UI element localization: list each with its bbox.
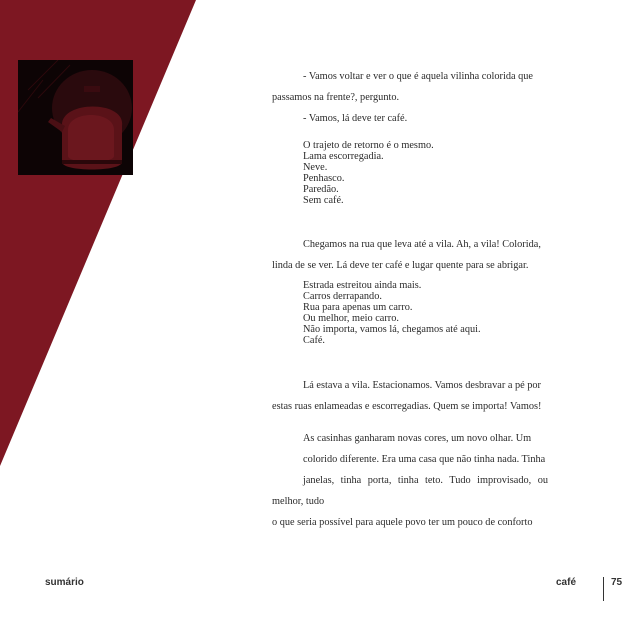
table-of-contents-link[interactable]: sumário [45,577,84,588]
teapot-photo [18,60,133,175]
stanza-line: Rua para apenas um carro. [303,302,413,313]
paragraph: Lá estava a vila. Estacionamos. Vamos desbravar a pé por estas ruas enlameadas e escorregadias. Quem se importa! Vamos! [272,380,542,412]
stanza-line: Penhasco. [303,173,345,184]
stanza-line: Estrada estreitou ainda mais. [303,280,422,291]
paragraph: - Vamos voltar e ver o que é aquela vilinha colorida que passamos na frente?, pergunto. [272,71,533,103]
stanza-line: O trajeto de retorno é o mesmo. [303,140,434,151]
footer-divider [603,577,604,601]
stanza-line: Não importa, vamos lá, chegamos até aqui. [303,324,481,335]
paragraph: As casinhas ganharam novas cores, um novo olhar. Um colorido diferente. Era uma casa que não tinha nada. Tinha janelas, tinha porta, tinha teto. Tudo improvisado, ou melhor, tudo o que seria possível para aquele povo ter um pouco de conforto [272,433,548,528]
page-number: 75 [611,577,623,588]
stanza-line: Carros derrapando. [303,291,382,302]
stanza-line: Neve. [303,162,328,173]
paragraph: Chegamos na rua que leva até a vila. Ah, a vila! Colorida, linda de se ver. Lá deve ter café e lugar quente para se abrigar. [272,239,541,271]
stanza-line: Café. [303,335,326,346]
stanza-line: Paredão. [303,184,339,195]
chapter-title: café [556,577,577,588]
stanza [303,280,481,346]
paragraph: - Vamos, lá deve ter café. [303,113,408,124]
stanza-line: Lama escorregadia. [303,151,384,162]
stanza-line: Ou melhor, meio carro. [303,313,399,324]
stanza-line: Sem café. [303,195,344,206]
stanza [303,140,434,206]
